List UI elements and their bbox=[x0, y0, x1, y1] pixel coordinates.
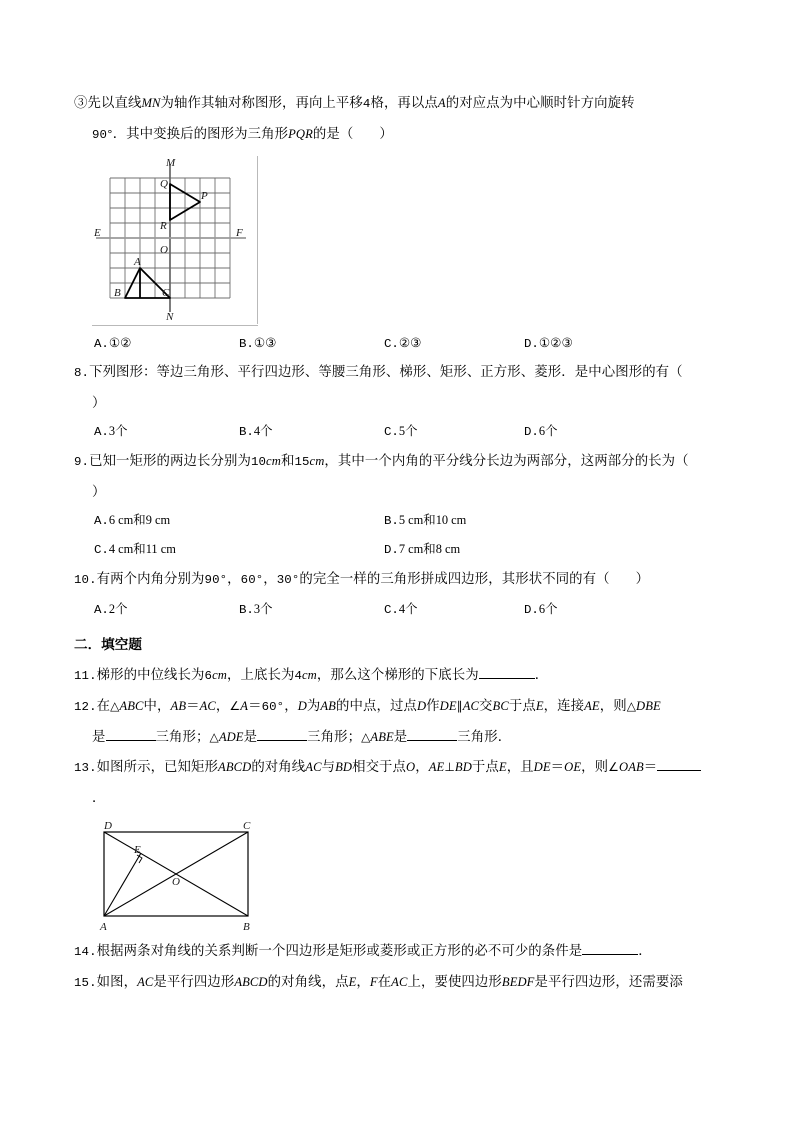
q12-line-1 bbox=[74, 691, 724, 722]
q12-var-bc: BC bbox=[492, 699, 509, 713]
question-9-options-row-2 bbox=[74, 535, 724, 564]
option-a-key: A. bbox=[94, 337, 109, 351]
question-8 bbox=[74, 357, 724, 417]
q9-text-1: 已知一矩形的两边长分别为 bbox=[89, 453, 251, 468]
q12-text-2: 中， bbox=[143, 698, 171, 713]
grid-label-p: P bbox=[201, 190, 208, 202]
question-9-options-row-1 bbox=[74, 506, 724, 535]
q12-l2-t6: 三角形． bbox=[457, 729, 512, 744]
q13-var-abcd: ABCD bbox=[218, 760, 252, 774]
q9-line-2 bbox=[74, 477, 724, 506]
rect-label-a: A bbox=[100, 921, 107, 933]
q13-text-5: ， bbox=[415, 759, 429, 774]
option-c-value: 4个 bbox=[398, 602, 418, 616]
rect-label-o: O bbox=[172, 876, 180, 888]
grid-label-b: B bbox=[114, 287, 121, 299]
question-13 bbox=[74, 752, 724, 812]
option-d-value: 6个 bbox=[538, 424, 558, 438]
q11-unit-2: cm bbox=[301, 668, 317, 682]
q13-line-2 bbox=[74, 783, 724, 812]
option-c-key: C. bbox=[384, 603, 399, 617]
option-b-value: 4个 bbox=[253, 424, 273, 438]
option-a[interactable] bbox=[94, 595, 127, 625]
q15-text-6: 上，要使四边形 bbox=[407, 974, 502, 989]
q13-var-e: E bbox=[498, 760, 507, 774]
q11-num-6: 6 bbox=[204, 669, 213, 683]
q15-var-ac2: AC bbox=[391, 975, 408, 989]
q12-line-2 bbox=[74, 722, 724, 752]
q13-eq-2: ＝ bbox=[643, 759, 658, 774]
q13-text-1: 如图所示，已知矩形 bbox=[96, 759, 219, 774]
perpendicular-symbol: ⊥ bbox=[444, 760, 455, 774]
q12-var-d2: D bbox=[416, 699, 427, 713]
q14-text-1: 根据两条对角线的关系判断一个四边形是矩形或菱形或正方形的必不可少的条件是 bbox=[96, 943, 583, 958]
q15-number: 15. bbox=[74, 976, 97, 990]
q12-var-ab: AB bbox=[170, 699, 187, 713]
grid-transformation-figure bbox=[92, 154, 258, 326]
q14-period: ． bbox=[638, 943, 652, 958]
q10-line-1 bbox=[74, 564, 724, 595]
q13-text-8: ，则 bbox=[581, 759, 609, 774]
option-d[interactable] bbox=[524, 417, 557, 447]
answer-blank[interactable] bbox=[582, 941, 638, 955]
option-a-value: 3个 bbox=[108, 424, 128, 438]
q13-var-ae: AE bbox=[428, 760, 445, 774]
q12-var-a: A bbox=[240, 699, 249, 713]
q7-label-mn: MN bbox=[141, 96, 161, 110]
grid-label-r: R bbox=[160, 220, 167, 232]
q12-text-7: 作 bbox=[426, 698, 440, 713]
q15-text-3: 的对角线，点 bbox=[267, 974, 349, 989]
q7-text-a: ③先以直线 bbox=[74, 95, 142, 110]
question-12 bbox=[74, 691, 724, 752]
q12-l2-t1: 是 bbox=[92, 729, 106, 744]
q12-angle-60: 60° bbox=[261, 700, 285, 714]
option-c[interactable] bbox=[384, 417, 417, 447]
q9-line-1 bbox=[74, 446, 724, 477]
answer-blank[interactable] bbox=[257, 727, 307, 741]
option-d-key: D. bbox=[524, 337, 539, 351]
option-b-value: ①③ bbox=[253, 335, 277, 350]
q11-number: 11. bbox=[74, 669, 97, 683]
q12-number: 12. bbox=[74, 700, 97, 714]
q7-label-pqr: PQR bbox=[288, 127, 313, 141]
option-b-key: B. bbox=[239, 603, 254, 617]
q12-l2-t5: 是 bbox=[393, 729, 408, 744]
q15-text-5: 在 bbox=[377, 974, 392, 989]
page-content bbox=[74, 88, 724, 998]
q14-line-1 bbox=[74, 936, 724, 967]
q10-number: 10. bbox=[74, 573, 97, 587]
angle-symbol: ∠ bbox=[229, 699, 241, 713]
option-b[interactable] bbox=[384, 506, 466, 536]
q9-text-2: 和 bbox=[280, 453, 295, 468]
q11-text-2: ，上底长为 bbox=[226, 667, 295, 682]
q12-text-1: 在 bbox=[96, 698, 111, 713]
grid-svg bbox=[92, 154, 258, 326]
q9-num-15: 15 bbox=[294, 455, 310, 469]
q15-var-abcd: ABCD bbox=[234, 975, 268, 989]
option-c-key: C. bbox=[94, 543, 109, 557]
q13-var-ac: AC bbox=[305, 760, 322, 774]
q12-l2-t3: 是 bbox=[243, 729, 258, 744]
q10-angle-30: 30° bbox=[276, 573, 300, 587]
q15-var-ac: AC bbox=[137, 975, 154, 989]
q14-number: 14. bbox=[74, 945, 97, 959]
q11-period: ． bbox=[534, 667, 549, 682]
q7-label-a: A bbox=[437, 96, 446, 110]
option-c-value: 5个 bbox=[398, 424, 418, 438]
grid-label-f: F bbox=[236, 227, 243, 239]
q15-text-2: 是平行四边形 bbox=[153, 974, 235, 989]
angle-symbol: ∠ bbox=[608, 760, 620, 774]
q12-var-ab2: AB bbox=[320, 699, 336, 713]
question-14 bbox=[74, 936, 724, 967]
q12-var-ac: AC bbox=[199, 699, 216, 713]
q12-text-9: 于点 bbox=[508, 698, 536, 713]
q8-text: 下列图形：等边三角形、平行四边形、等腰三角形、梯形、矩形、正方形、菱形．是中心图形的有（ bbox=[89, 364, 683, 379]
q13-var-o: O bbox=[406, 760, 416, 774]
q11-line-1 bbox=[74, 660, 724, 691]
q7-text-f: ．其中变换后的图形为三角形 bbox=[112, 126, 289, 141]
option-c[interactable] bbox=[384, 595, 417, 625]
parallel-symbol: ∥ bbox=[456, 699, 463, 713]
q12-var-ae: AE bbox=[584, 699, 600, 713]
q8-line-2 bbox=[74, 388, 724, 417]
grid-label-o: O bbox=[160, 244, 168, 256]
grid-label-m: M bbox=[166, 157, 176, 169]
triangle-symbol-2: △ bbox=[626, 699, 637, 713]
grid-label-n: N bbox=[166, 311, 174, 323]
q10-text-2: ， bbox=[227, 571, 241, 586]
option-c-value: ②③ bbox=[398, 335, 422, 350]
q9-text-close: ） bbox=[92, 484, 106, 499]
q11-num-4: 4 bbox=[294, 669, 302, 683]
q7-text-h: ） bbox=[379, 126, 393, 141]
q9-unit-1: cm bbox=[266, 454, 281, 468]
question-8-options bbox=[74, 417, 724, 446]
q13-line-1 bbox=[74, 752, 724, 783]
q12-eq-2: ＝ bbox=[248, 698, 262, 713]
rectangle-diagonals-figure bbox=[88, 816, 263, 934]
q12-var-de: DE bbox=[439, 699, 457, 713]
q11-unit-1: cm bbox=[212, 668, 227, 682]
q7-text-b: 为轴作其轴对称图形，再向上平移 bbox=[160, 95, 363, 110]
option-b[interactable] bbox=[239, 417, 272, 447]
q8-text-close: ） bbox=[92, 395, 106, 410]
question-10 bbox=[74, 564, 724, 595]
q10-text-3: ， bbox=[263, 571, 277, 586]
triangle-symbol-4: △ bbox=[361, 730, 371, 744]
q13-text-4: 相交于点 bbox=[352, 759, 407, 774]
q12-eq-1: ＝ bbox=[186, 698, 200, 713]
answer-blank[interactable] bbox=[407, 727, 457, 741]
q15-text-1: 如图， bbox=[96, 974, 138, 989]
question-9 bbox=[74, 446, 724, 506]
section-heading-fill-in-blank: 二．填空题 bbox=[74, 637, 142, 652]
option-a-value: 6 cm和9 cm bbox=[108, 513, 171, 527]
q12-text-4: ， bbox=[284, 698, 298, 713]
q13-number: 13. bbox=[74, 761, 97, 775]
option-d[interactable] bbox=[524, 595, 557, 625]
option-b-key: B. bbox=[384, 514, 399, 528]
q13-var-de: DE bbox=[533, 760, 551, 774]
answer-blank[interactable] bbox=[479, 665, 535, 679]
grid-label-c: C bbox=[162, 287, 170, 299]
q10-angle-60: 60° bbox=[240, 573, 264, 587]
triangle-symbol-3: △ bbox=[209, 730, 219, 744]
option-a-key: A. bbox=[94, 603, 109, 617]
option-c[interactable] bbox=[384, 328, 421, 359]
q11-text-1: 梯形的中位线长为 bbox=[96, 667, 205, 682]
option-d-value: 7 cm和8 cm bbox=[398, 542, 461, 556]
q9-num-10: 10 bbox=[250, 455, 267, 469]
q15-text-7: 是平行四边形，还需要添 bbox=[534, 974, 683, 989]
q7-num-90: 90 bbox=[92, 128, 108, 142]
q13-var-oab: OAB bbox=[619, 760, 644, 774]
q12-l2-t2: 三角形； bbox=[155, 729, 210, 744]
q9-unit-2: cm bbox=[309, 454, 325, 468]
triangle-symbol: △ bbox=[110, 699, 120, 713]
option-a-value: 2个 bbox=[108, 602, 128, 616]
q15-text-4: ， bbox=[356, 974, 370, 989]
q12-var-ac2: AC bbox=[462, 699, 480, 713]
option-a[interactable] bbox=[94, 417, 127, 447]
option-d-key: D. bbox=[524, 603, 539, 617]
option-b-value: 5 cm和10 cm bbox=[398, 513, 467, 527]
q12-l2-t4: 三角形； bbox=[307, 729, 362, 744]
option-c-key: C. bbox=[384, 425, 399, 439]
option-b-key: B. bbox=[239, 337, 254, 351]
q15-var-f: F bbox=[369, 975, 378, 989]
q7-line-1 bbox=[74, 88, 724, 119]
q8-number: 8. bbox=[74, 366, 90, 380]
option-d[interactable] bbox=[524, 328, 573, 359]
question-15 bbox=[74, 967, 724, 998]
option-a-value: ①② bbox=[108, 335, 132, 350]
q7-line-2 bbox=[74, 119, 724, 150]
q12-var-abc: ABC bbox=[119, 699, 144, 713]
q13-var-bd2: BD bbox=[454, 760, 472, 774]
q8-line-1 bbox=[74, 357, 724, 388]
q7-degree-sign: ° bbox=[107, 128, 113, 141]
q13-text-6: 于点 bbox=[471, 759, 499, 774]
q7-num-4: 4 bbox=[362, 97, 371, 111]
diagonals bbox=[104, 832, 248, 916]
rect-label-c: C bbox=[243, 820, 251, 832]
q7-text-c: 格，再以点 bbox=[370, 95, 438, 110]
q12-text-10: ，连接 bbox=[543, 698, 585, 713]
q15-line-1 bbox=[74, 967, 724, 998]
grid-label-q: Q bbox=[160, 178, 168, 190]
q12-text-5: 为 bbox=[306, 698, 321, 713]
q13-text-2: 的对角线 bbox=[251, 759, 306, 774]
question-10-options bbox=[74, 595, 724, 624]
q10-text-5: ） bbox=[635, 571, 650, 586]
q12-var-e: E bbox=[535, 699, 544, 713]
option-c[interactable] bbox=[94, 535, 176, 565]
q13-text-7: ，且 bbox=[506, 759, 534, 774]
grid-label-e: E bbox=[94, 227, 101, 239]
q13-eq-1: ＝ bbox=[550, 759, 565, 774]
question-11 bbox=[74, 660, 724, 691]
option-b[interactable] bbox=[239, 328, 276, 359]
q12-text-3: ， bbox=[215, 698, 230, 713]
q7-text-e: 的对应点为中心顺时针方向旋转 bbox=[445, 95, 635, 110]
q15-var-e: E bbox=[348, 975, 357, 989]
question-7-continuation bbox=[74, 88, 724, 150]
question-7-options bbox=[74, 328, 724, 357]
q12-var-d: D bbox=[297, 699, 307, 713]
rect-label-d: D bbox=[104, 820, 112, 832]
grid-label-a: A bbox=[134, 256, 141, 268]
option-a[interactable] bbox=[94, 506, 170, 536]
q10-text-4: 的完全一样的三角形拼成四边形，其形状不同的有（ bbox=[299, 571, 610, 586]
q9-text-3: ，其中一个内角的平分线分长边为两部分，这两部分的长为（ bbox=[324, 453, 689, 468]
answer-blank[interactable] bbox=[106, 727, 156, 741]
option-c-key: C. bbox=[384, 337, 399, 351]
option-a-key: A. bbox=[94, 514, 109, 528]
q13-period: ． bbox=[92, 790, 106, 805]
q9-number: 9. bbox=[74, 455, 90, 469]
option-d-key: D. bbox=[384, 543, 399, 557]
q11-text-3: ，那么这个梯形的下底长为 bbox=[316, 667, 479, 682]
q12-var-ade: ADE bbox=[218, 730, 244, 744]
q12-var-dbe: DBE bbox=[636, 699, 661, 713]
option-b[interactable] bbox=[239, 595, 272, 625]
q13-var-oe: OE bbox=[564, 760, 582, 774]
rectangle-svg bbox=[88, 816, 263, 934]
q15-var-bedf: BEDF bbox=[501, 975, 535, 989]
option-d-value: 6个 bbox=[538, 602, 558, 616]
option-a-key: A. bbox=[94, 425, 109, 439]
q10-text-1: 有两个内角分别为 bbox=[96, 571, 205, 586]
option-b-value: 3个 bbox=[253, 602, 273, 616]
q7-text-g: 的是（ bbox=[312, 126, 354, 141]
q13-var-bd: BD bbox=[335, 760, 353, 774]
segment-ae bbox=[104, 853, 141, 916]
option-b-key: B. bbox=[239, 425, 254, 439]
option-c-value: 4 cm和11 cm bbox=[108, 542, 176, 556]
option-d[interactable] bbox=[384, 535, 460, 565]
rect-label-e: E bbox=[134, 844, 141, 856]
q12-text-11: ，则 bbox=[599, 698, 627, 713]
option-d-key: D. bbox=[524, 425, 539, 439]
option-d-value: ①②③ bbox=[538, 335, 573, 350]
option-a[interactable] bbox=[94, 328, 131, 359]
q12-text-6: 的中点，过点 bbox=[335, 698, 417, 713]
q12-text-8: 交 bbox=[479, 698, 493, 713]
rect-label-b: B bbox=[243, 921, 250, 933]
answer-blank[interactable] bbox=[657, 757, 701, 771]
q10-angle-90: 90° bbox=[204, 573, 228, 587]
q13-text-3: 与 bbox=[321, 759, 336, 774]
q12-var-abe: ABE bbox=[370, 730, 394, 744]
